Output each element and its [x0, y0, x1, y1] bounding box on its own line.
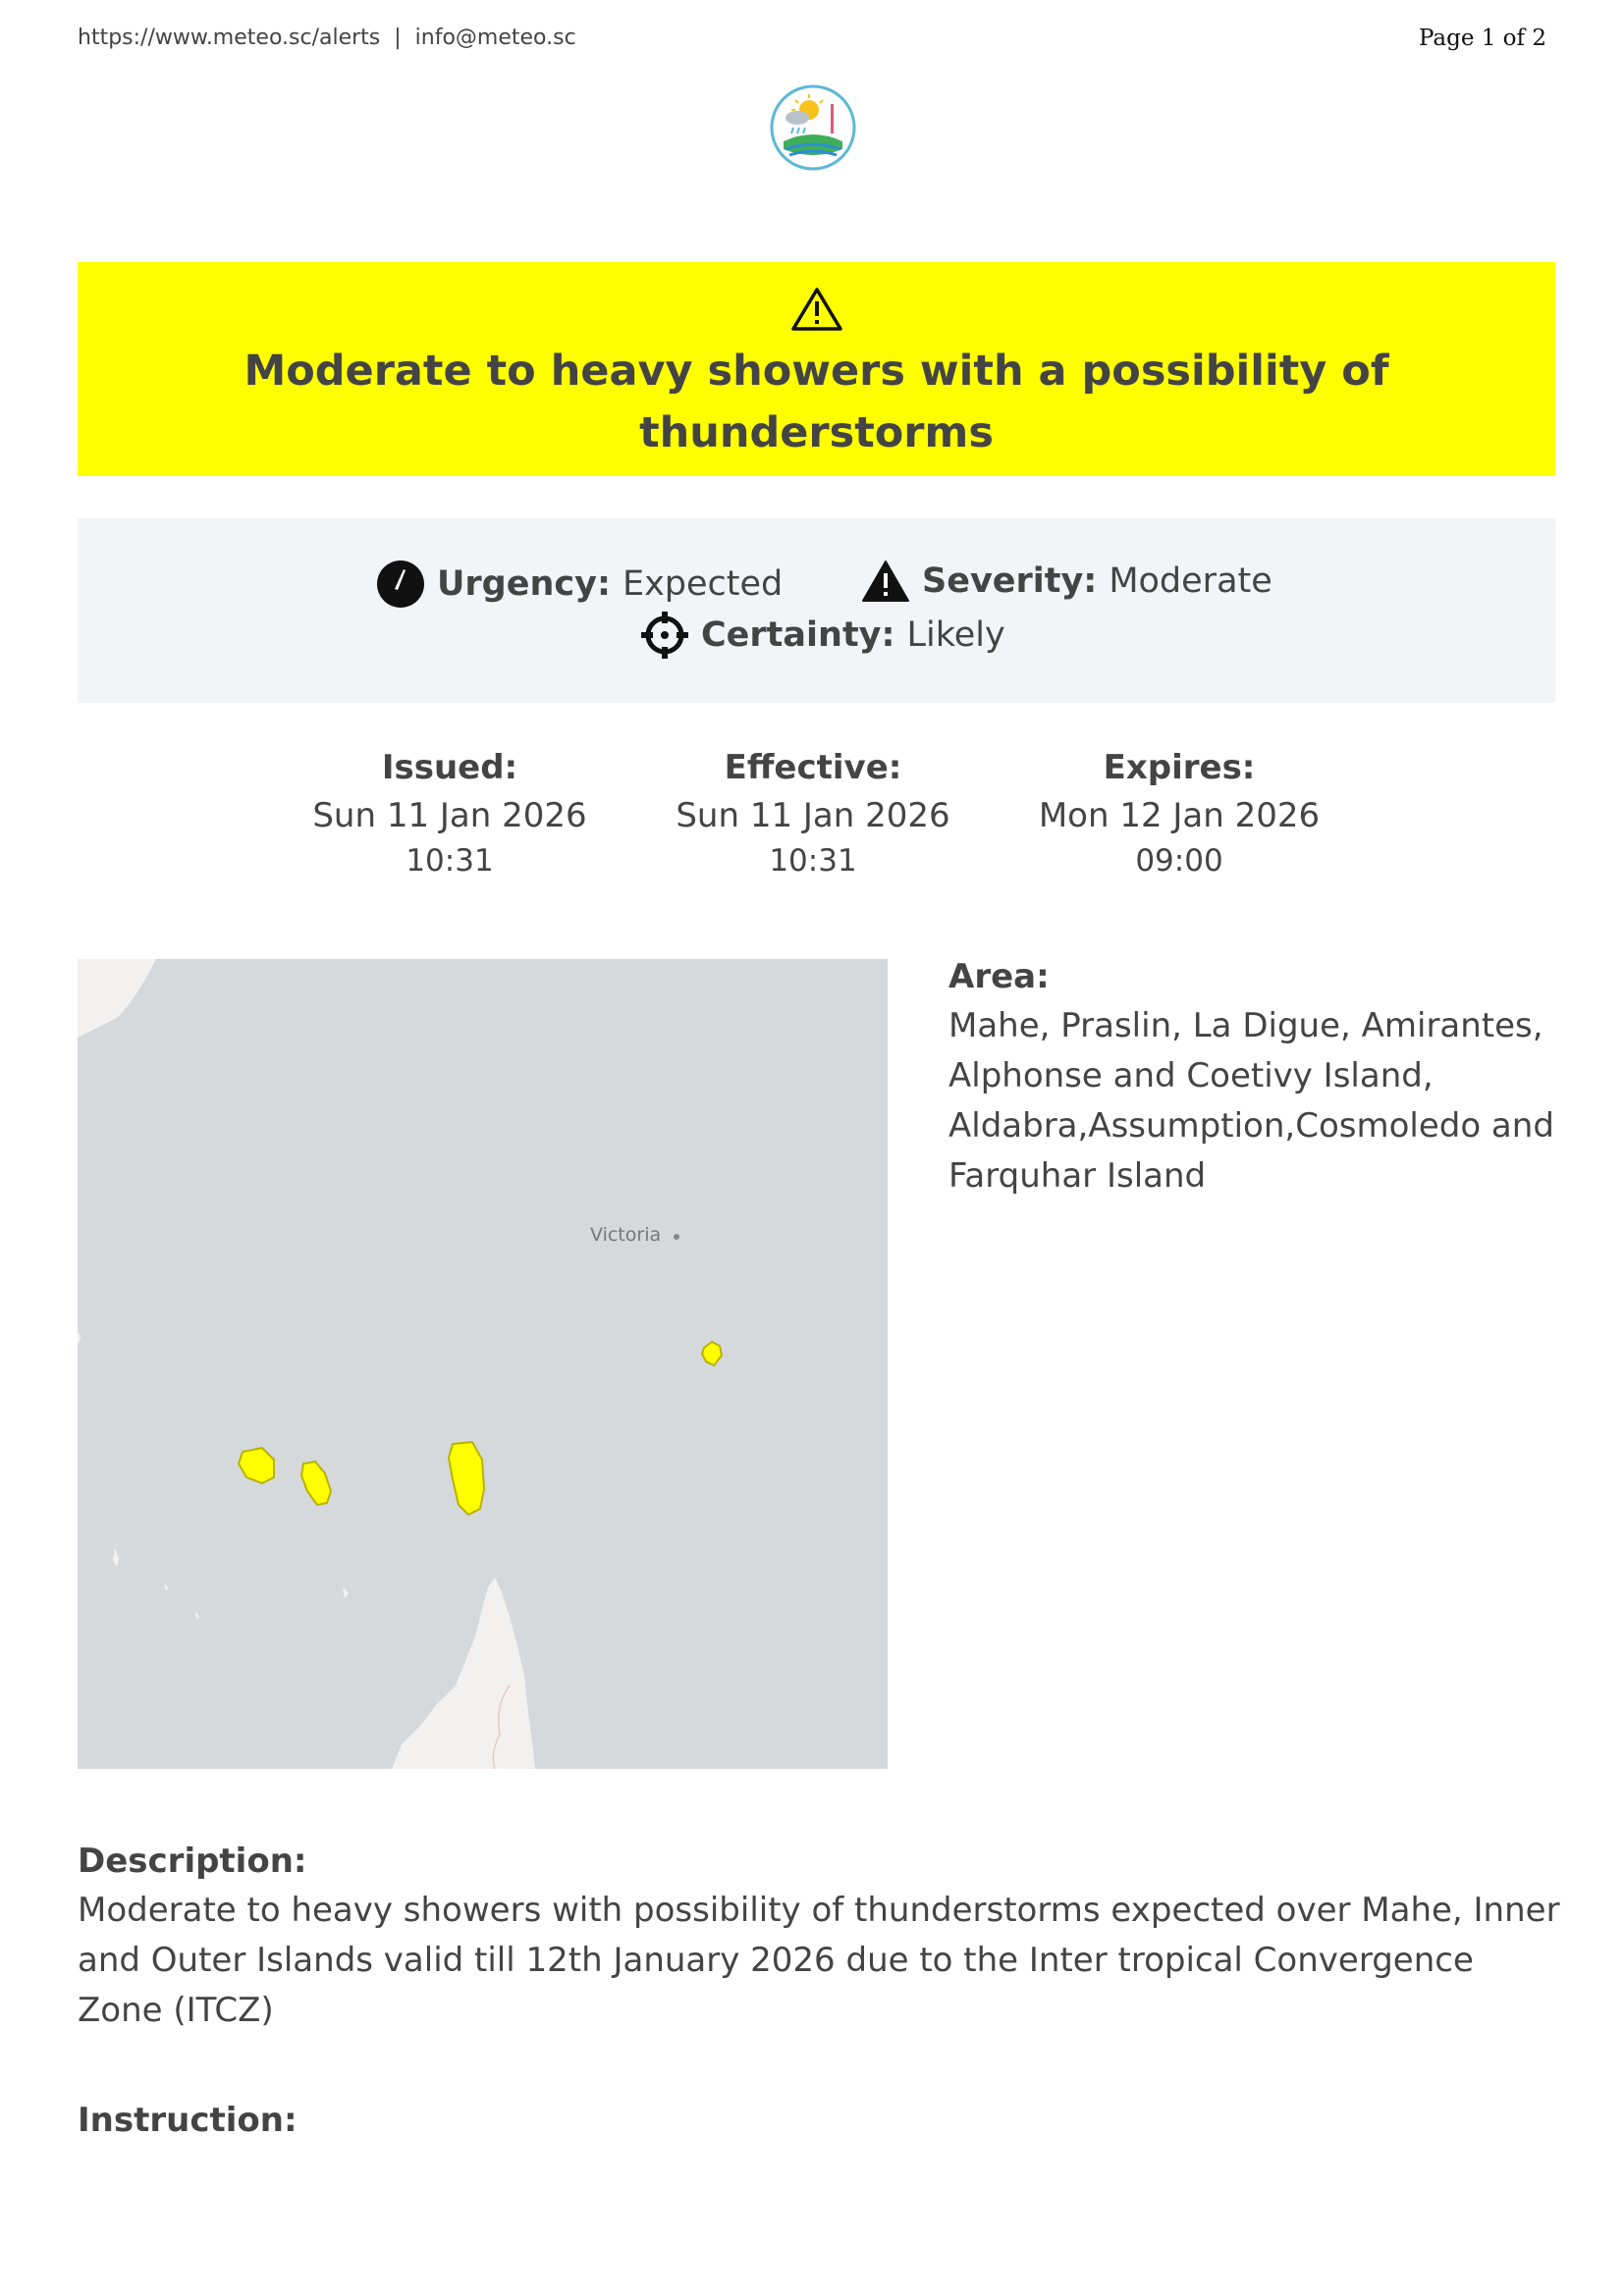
comoros-island	[164, 1583, 168, 1591]
mayotte-island	[343, 1587, 349, 1599]
comoros-island	[113, 1548, 119, 1568]
effective-label: Effective:	[724, 748, 902, 787]
severity-property	[861, 560, 1272, 603]
urgency-label: Urgency:	[437, 564, 611, 604]
certainty-property	[640, 611, 1005, 660]
alert-map[interactable]	[78, 959, 888, 1769]
area-label: Area:	[948, 957, 1050, 996]
victoria-label: Victoria	[590, 1224, 662, 1246]
alert-zone-farquhar	[449, 1442, 484, 1515]
certainty-label: Certainty:	[701, 615, 895, 655]
issued-day: Sun 11 Jan 2026	[312, 796, 587, 835]
effective-block	[656, 748, 970, 881]
victoria-marker	[674, 1234, 679, 1240]
urgency-property	[376, 560, 783, 609]
description-label: Description:	[78, 1842, 307, 1881]
certainty-value: Likely	[906, 615, 1005, 655]
effective-time: 10:31	[769, 843, 857, 879]
site-url[interactable]: https://www.meteo.sc/alerts	[78, 26, 381, 50]
header-separator: |	[387, 26, 408, 50]
comoros-island	[195, 1611, 199, 1620]
coast-dot	[78, 1332, 81, 1344]
issued-label: Issued:	[381, 748, 518, 787]
africa-coast	[78, 959, 156, 1038]
issued-time: 10:31	[406, 843, 494, 879]
alert-zone-cosmoledo	[301, 1462, 331, 1505]
urgency-value: Expected	[622, 564, 784, 604]
expires-time: 09:00	[1135, 843, 1223, 879]
alert-zone-alphonse	[702, 1342, 722, 1365]
page-header-links	[78, 26, 576, 50]
description-section	[78, 1839, 1560, 2036]
issued-block	[293, 748, 607, 881]
alert-warning-icon	[790, 286, 843, 333]
contact-email[interactable]: info@meteo.sc	[414, 26, 576, 50]
effective-day: Sun 11 Jan 2026	[676, 796, 950, 835]
expires-block	[1022, 748, 1336, 881]
meteo-logo	[766, 80, 860, 175]
area-section	[948, 954, 1557, 1201]
page-number: Page 1 of 2	[1418, 26, 1546, 51]
alert-zone-aldabra	[239, 1448, 274, 1483]
expires-label: Expires:	[1103, 748, 1256, 787]
area-value: Mahe, Praslin, La Digue, Amirantes, Alphonse and Coetivy Island, Aldabra,Assumption,Cosmoledo and Farquhar Island	[948, 1006, 1554, 1196]
alert-banner	[78, 262, 1555, 476]
severity-value: Moderate	[1109, 561, 1272, 601]
crosshair-icon	[640, 611, 689, 660]
severity-label: Severity:	[922, 561, 1098, 601]
expires-day: Mon 12 Jan 2026	[1038, 796, 1321, 835]
instruction-label: Instruction:	[78, 2101, 298, 2140]
madagascar-landmass	[392, 1577, 535, 1769]
alert-properties	[78, 518, 1555, 703]
description-value: Moderate to heavy showers with possibility of thunderstorms expected over Mahe, Inner and Outer Islands valid till 12th January 2026 due to the Inter tropical Convergence Zone (ITCZ)	[78, 1891, 1560, 2030]
clock-icon	[376, 560, 425, 609]
warning-icon	[861, 560, 910, 603]
alert-title: Moderate to heavy showers with a possibility of thunderstorms	[244, 347, 1389, 457]
